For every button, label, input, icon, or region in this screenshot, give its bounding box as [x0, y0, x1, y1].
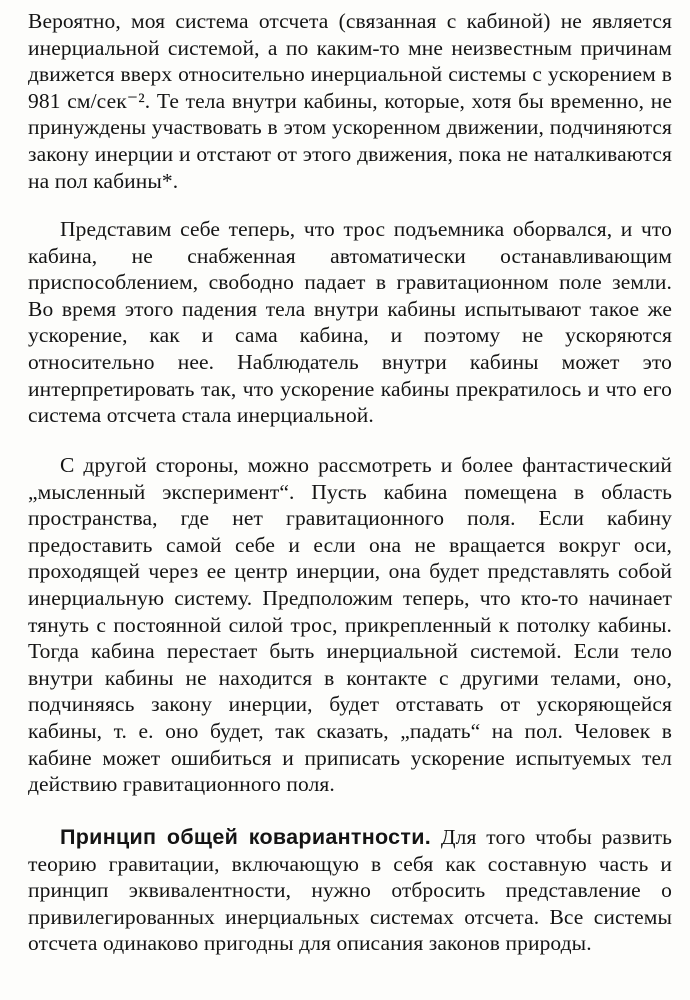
paragraph-thought-experiment: С другой стороны, можно рассмотреть и более фантастический „мысленный эксперимент“. Пусть кабина помещена в область пространства, где нет гравитационного поля. Если кабину предоставить самой себе и если она не вращается вокруг оси, проходящей через ее центр инерции, она будет представлять собой инерциальную систему. Предположим теперь, что кто-то начинает тянуть с постоянной силой трос, прикрепленный к потолку кабины. Тогда кабина перестает быть инерциальной системой. Если тело внутри кабины не находится в контакте с другими телами, оно, подчиняясь закону инерции, будет отставать от ускоряющейся кабины, т. е. оно будет, так сказать, „падать“ на пол. Человек в кабине может ошибиться и приписать ускорение испытуемых тел действию гравитационного поля.	[28, 453, 672, 797]
paragraph-cable-broken: Представим себе теперь, что трос подъемника оборвался, и что кабина, не снабженная автоматически останавливающим приспособлением, свободно падает в гравитационном поле земли. Во время этого падения тела внутри кабины испытывают такое же ускорение, как и сама кабина, и поэтому не ускоряются относительно нее. Наблюдатель внутри кабины может это интерпретировать так, что ускорение кабины прекратилось и что его система отсчета стала инерциальной.	[28, 217, 672, 428]
section-heading-general-covariance: Принцип общей ковариантности.	[60, 825, 432, 849]
paragraph-general-covariance-text: Для того чтобы развить теорию гравитации, включающую в себя как составную часть и принцип эквивалентности, нужно отбросить представление о привилегированных инерциальных системах отсчета. Все системы отсчета одинаково пригодны для описания законов природы.	[28, 825, 673, 956]
paragraph-general-covariance	[28, 824, 672, 957]
paragraph-inertial-frame: Вероятно, моя система отсчета (связанная с кабиной) не является инерциальной системой, а по каким-то мне неизвестным причинам движется вверх относительно инерциальной системы с ускорением в 981 см/сек⁻². Те тела внутри кабины, которые, хотя бы временно, не принуждены участвовать в этом ускоренном движении, подчиняются закону инерции и отстают от этого движения, пока не наталкиваются на пол кабины*.	[28, 9, 672, 193]
